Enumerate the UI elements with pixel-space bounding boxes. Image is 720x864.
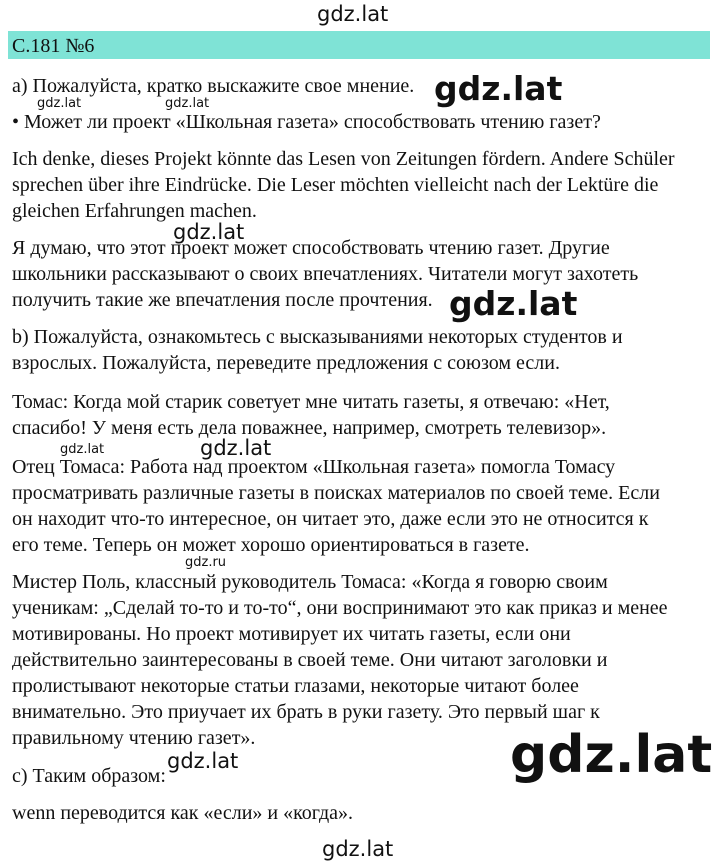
watermark-top: gdz.lat bbox=[317, 2, 389, 26]
watermark-mid-2: gdz.lat bbox=[200, 436, 272, 460]
watermark-mid-1: gdz.lat bbox=[173, 220, 245, 244]
watermark-small-1: gdz.lat bbox=[37, 96, 82, 111]
watermark-big: gdz.lat bbox=[510, 725, 713, 785]
task-b: b) Пожалуйста, ознакомьтесь с высказываниями некоторых студентов и взрослых. Пожалуйста, переведите предложения с союзом если. bbox=[12, 326, 623, 374]
thomas-quote: Томас: Когда мой старик советует мне читать газеты, я отвечаю: «Нет, спасибо! У меня есть дела поважнее, например, смотреть телевизор». bbox=[12, 391, 610, 439]
german-answer: Ich denke, dieses Projekt könnte das Lesen von Zeitungen fördern. Andere Schüler sprechen über ihre Eindrücke. Die Leser möchten vielleicht nach der Lektüre die gleichen Erfahrungen machen. bbox=[12, 148, 675, 222]
watermark-small-3: gdz.lat bbox=[60, 442, 105, 457]
watermark-after-a: gdz.lat bbox=[434, 69, 563, 108]
task-c: c) Таким образом: bbox=[12, 765, 166, 787]
page-title: С.181 №6 bbox=[12, 35, 95, 57]
header-bar bbox=[8, 31, 710, 59]
russian-answer: Я думаю, что этот проект может способствовать чтению газет. Другие школьники рассказывают о своих впечатлениях. Читатели могут захотеть получить такие же впечатления после прочтения. bbox=[12, 237, 639, 311]
final-note: wenn переводится как «если» и «когда». bbox=[12, 802, 354, 824]
question: • Может ли проект «Школьная газета» способствовать чтению газет? bbox=[12, 111, 601, 133]
task-a: а) Пожалуйста, кратко выскажите свое мнение. bbox=[12, 75, 415, 97]
watermark-bottom: gdz.lat bbox=[322, 837, 394, 861]
mister-paul-quote: Мистер Поль, классный руководитель Томаса: «Когда я говорю своим ученикам: „Сделай то-то и то-то“, они воспринимают это как приказ и менее мотивированы. Но проект мотивирует их читать газеты, если они действительно заинтересованы в своей теме. Они читают заголовки и пролистывают некоторые статьи глазами, некоторые читают более внимательно. Это приучает их брать в руки газету. Это первый шаг к правильному чтению газет». bbox=[12, 571, 668, 749]
watermark-mid-bold: gdz.lat bbox=[449, 284, 578, 323]
father-quote: Отец Томаса: Работа над проектом «Школьная газета» помогла Томасу просматривать различные газеты в поисках материалов по своей теме. Если он находит что-то интересное, он читает это, даже если это не относится к его теме. Теперь он может хорошо ориентироваться в газете. bbox=[12, 456, 660, 556]
watermark-small-ru: gdz.ru bbox=[185, 555, 227, 570]
watermark-mid-3: gdz.lat bbox=[167, 749, 239, 773]
watermark-small-2: gdz.lat bbox=[165, 96, 210, 111]
